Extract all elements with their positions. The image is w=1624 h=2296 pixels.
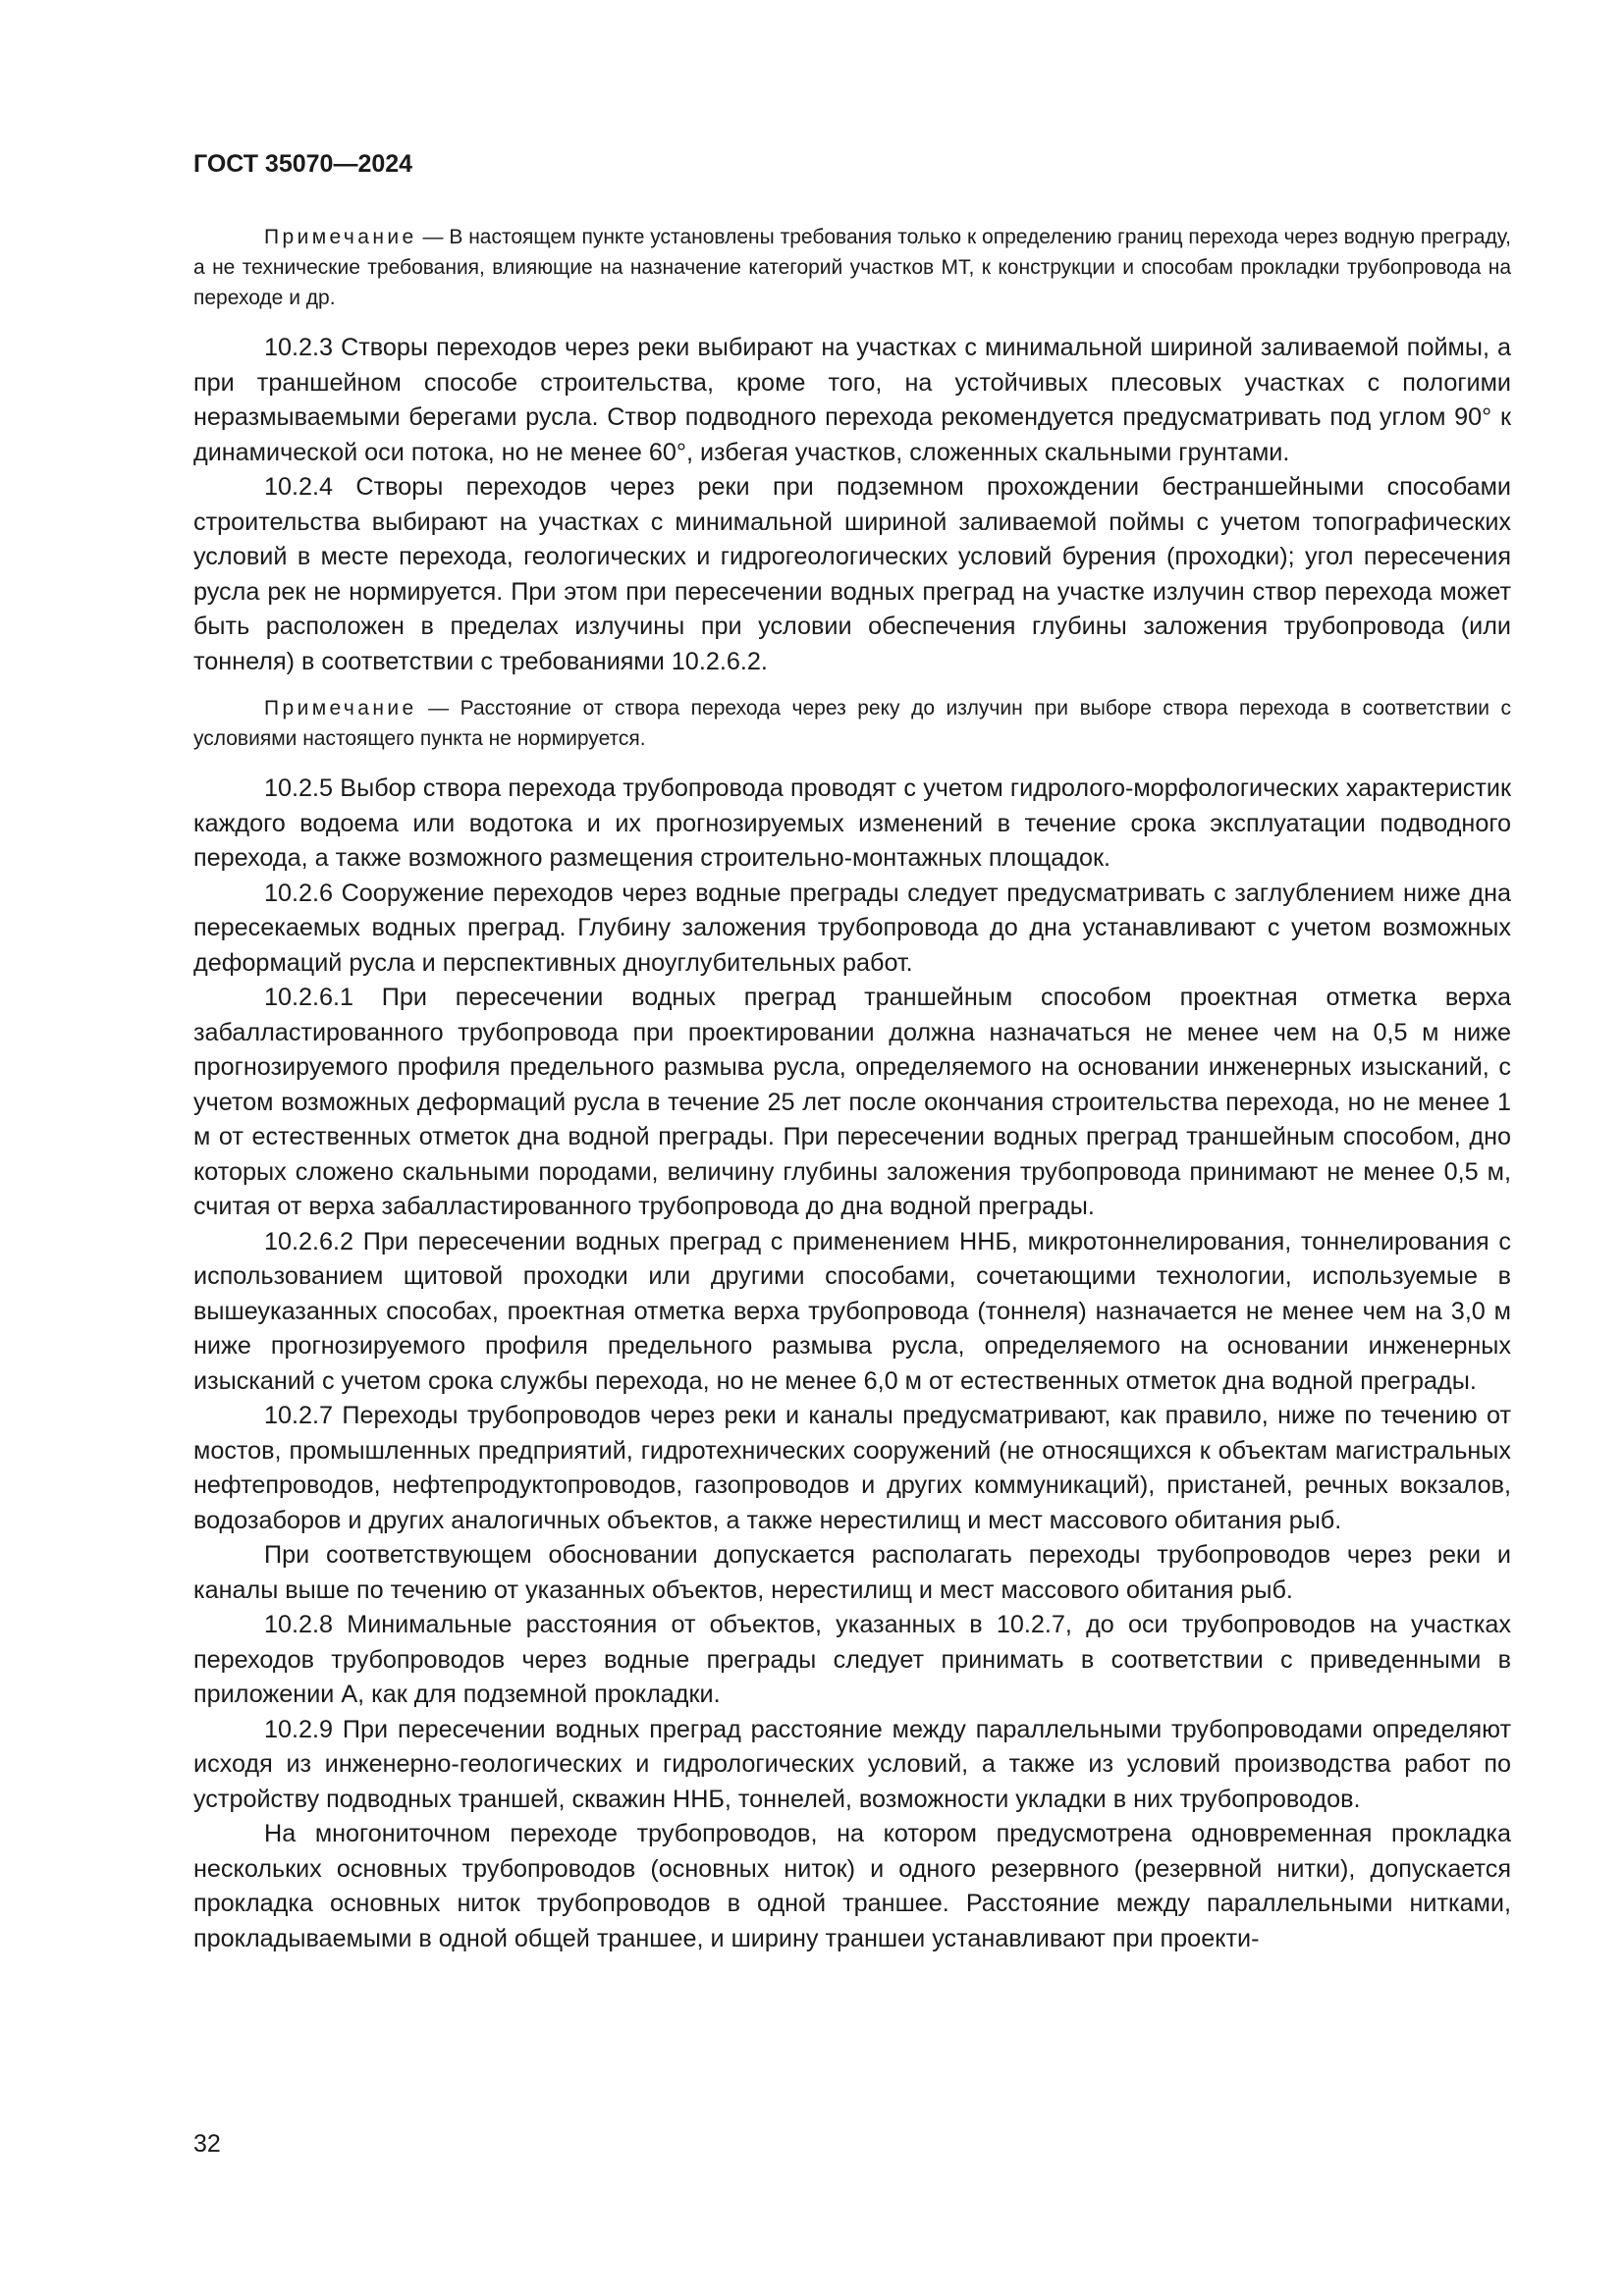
page-number: 32 — [193, 2130, 221, 2158]
paragraph-10-2-8: 10.2.8 Минимальные расстояния от объектов, указанных в 10.2.7, до оси трубопроводов на участках переходов трубопроводов через водные преграды следует принимать в соответствии с приведенными в приложении А, как для подземной прокладки. — [193, 1611, 1511, 1708]
note-1 — [193, 222, 1511, 313]
document-header: ГОСТ 35070—2024 — [193, 150, 413, 178]
paragraph-10-2-6-2: 10.2.6.2 При пересечении водных преград с применением ННБ, микротоннелирования, тоннелирования с использованием щитовой проходки или другими способами, сочетающими технологии, используемые в вышеуказанных способах, проектная отметка верха трубопровода (тоннеля) назначается не менее чем на 3,0 м ниже прогнозируемого профиля предельного размыва русла, определяемого на основании инженерных изысканий с учетом срока службы перехода, но не менее 6,0 м от естественных отметок дна водной преграды. — [193, 1227, 1511, 1395]
paragraph-10-2-7-continued: При соответствующем обосновании допускается располагать переходы трубопроводов через реки и каналы выше по течению от указанных объектов, нерестилищ и мест массового обитания рыб. — [193, 1541, 1511, 1604]
note-label: Примечание — [264, 226, 417, 248]
note-text: — Расстояние от створа перехода через реку до излучин при выборе створа перехода в соответствии с условиями настоящего пункта не нормируется. — [193, 697, 1511, 750]
paragraph-10-2-9-continued: На многониточном переходе трубопроводов, на котором предусмотрена одновременная прокладка нескольких основных трубопроводов (основных ниток) и одного резервного (резервной нитки), допускается прокладка основных ниток трубопроводов в одной траншее. Расстояние между параллельными нитками, прокладываемыми в одной общей траншее, и ширину траншеи устанавливают при проекти- — [193, 1820, 1511, 1952]
document-page — [193, 149, 1511, 1956]
note-2 — [193, 693, 1511, 754]
paragraph-10-2-5: 10.2.5 Выбор створа перехода трубопровода проводят с учетом гидролого-морфологических характеристик каждого водоема или водотока и их прогнозируемых изменений в течение срока эксплуатации подводного перехода, а также возможного размещения строительно-монтажных площадок. — [193, 774, 1511, 872]
paragraph-10-2-6: 10.2.6 Сооружение переходов через водные преграды следует предусматривать с заглублением ниже дна пересекаемых водных преград. Глубину заложения трубопровода до дна устанавливают с учетом возможных деформаций русла и перспективных дноуглубительных работ. — [193, 879, 1511, 977]
paragraph-10-2-7: 10.2.7 Переходы трубопроводов через реки и каналы предусматривают, как правило, ниже по течению от мостов, промышленных предприятий, гидротехнических сооружений (не относящихся к объектам магистральных нефтепроводов, нефтепродуктопроводов, газопроводов и других коммуникаций), пристаней, речных вокзалов, водозаборов и других аналогичных объектов, а также нерестилищ и мест массового обитания рыб. — [193, 1402, 1511, 1534]
note-text: — В настоящем пункте установлены требования только к определению границ перехода через водную преграду, а не технические требования, влияющие на назначение категорий участков МТ, к конструкции и способам прокладки трубопровода на переходе и др. — [193, 226, 1511, 309]
paragraph-10-2-9: 10.2.9 При пересечении водных преград расстояние между параллельными трубопроводами определяют исходя из инженерно-геологических и гидрологических условий, а также из условий производства работ по устройству подводных траншей, скважин ННБ, тоннелей, возможности укладки в них трубопроводов. — [193, 1715, 1511, 1813]
paragraph-10-2-6-1: 10.2.6.1 При пересечении водных преград траншейным способом проектная отметка верха забалластированного трубопровода при проектировании должна назначаться не менее чем на 0,5 м ниже прогнозируемого профиля предельного размыва русла, определяемого на основании инженерных изысканий, с учетом возможных деформаций русла в течение 25 лет после окончания строительства перехода, но не менее 1 м от естественных отметок дна водной преграды. При пересечении водных преград траншейным способом, дно которых сложено скальными породами, величину глубины заложения трубопровода принимают не менее 0,5 м, считая от верха забалластированного трубопровода до дна водной преграды. — [193, 984, 1511, 1220]
paragraph-10-2-3: 10.2.3 Створы переходов через реки выбирают на участках с минимальной шириной заливаемой поймы, а при траншейном способе строительства, кроме того, на устойчивых плесовых участках с пологими неразмываемыми берегами русла. Створ подводного перехода рекомендуется предусматривать под углом 90° к динамической оси потока, но не менее 60°, избегая участков, сложенных скальными грунтами. — [193, 334, 1511, 466]
note-label: Примечание — [264, 697, 417, 720]
paragraph-10-2-4: 10.2.4 Створы переходов через реки при подземном прохождении бестраншейными способами строительства выбирают на участках с минимальной шириной заливаемой поймы с учетом топографических условий в месте перехода, геологических и гидрогеологических условий бурения (проходки); угол пересечения русла рек не нормируется. При этом при пересечении водных преград на участке излучин створ перехода может быть расположен в пределах излучины при условии обеспечения глубины заложения трубопровода (или тоннеля) в соответствии с требованиями 10.2.6.2. — [193, 473, 1511, 675]
